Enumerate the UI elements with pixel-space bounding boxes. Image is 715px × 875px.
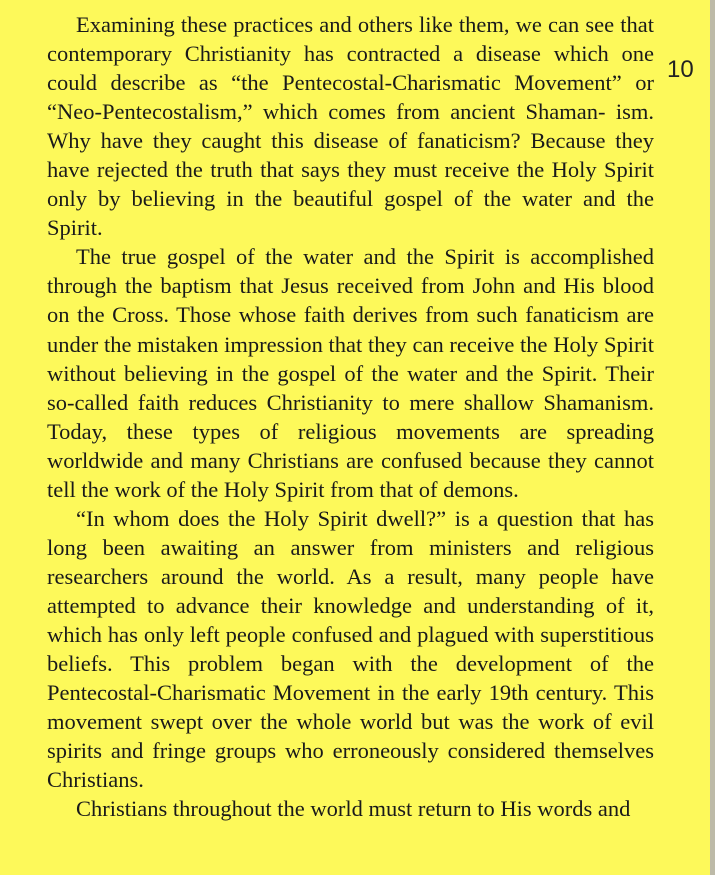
page-edge-rule <box>710 0 715 875</box>
paragraph-3: “In whom does the Holy Spirit dwell?” is a question that has long been awaiting an answer from ministers and religious researchers around the world. As a result, many people have attempted to advance their knowledge and understanding of it, which has only left people confused and plagued with superstitious beliefs. This problem began with the development of the Pentecostal-Charismatic Movement in the early 19th century. This movement swept over the whole world but was the work of evil spirits and fringe groups who erroneously considered themselves Christians. <box>47 505 654 793</box>
paragraph-1: Examining these practices and others like them, we can see that contemporary Christianity has contracted a disease which one could describe as “the Pentecostal-Charismatic Movement” or “Neo-Pentecostalism,” which comes from ancient Shaman- ism. Why have they caught this disease of fanaticism? Because they have rejected the truth that says they must receive the Holy Spirit only by believing in the beautiful gospel of the water and the Spirit. <box>47 12 654 241</box>
paragraph-4: Christians throughout the world must return to His words and <box>76 796 631 822</box>
paragraph-2: The true gospel of the water and the Spirit is accomplished through the baptism that Jesus received from John and His blood on the Cross. Those whose faith derives from such fanaticism are under the mistaken impression that they can receive the Holy Spirit without believing in the gospel of the water and the Spirit. Their so-called faith reduces Christianity to mere shallow Shamanism. Today, these types of religious movements are spreading worldwide and many Christians are confused because they cannot tell the work of the Holy Spirit from that of demons. <box>47 244 654 502</box>
body-text <box>47 10 654 823</box>
page-number: 10 <box>667 56 694 83</box>
